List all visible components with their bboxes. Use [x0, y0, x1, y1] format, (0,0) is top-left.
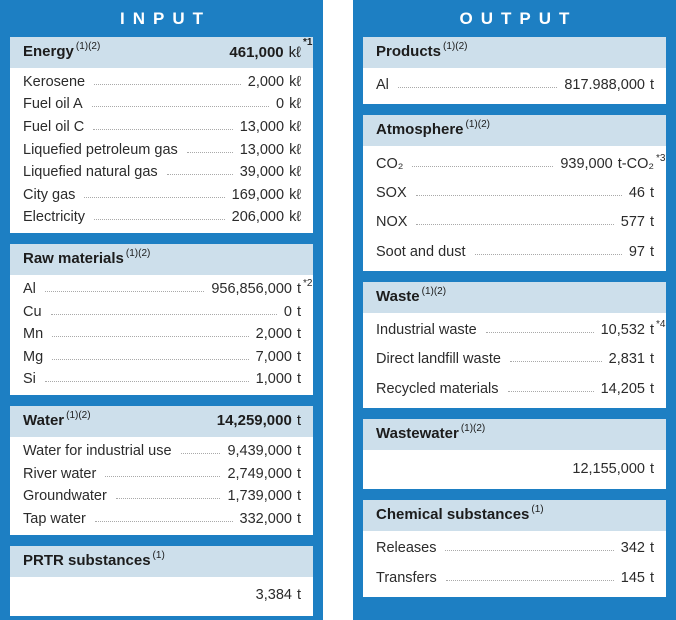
leader-line — [181, 453, 221, 454]
footnote-marker: (1)(2) — [460, 423, 486, 434]
leader-line — [52, 336, 249, 337]
row-label: Industrial waste — [376, 322, 477, 339]
unit-label: t — [296, 412, 301, 430]
leader-line — [51, 314, 277, 315]
row-value: 9,439,000 — [227, 442, 292, 459]
unit-label: kℓ — [289, 118, 301, 135]
row-value: 1,739,000 — [227, 488, 292, 505]
unit-label: t — [296, 465, 301, 482]
leader-line — [94, 219, 225, 220]
row-label: Liquefied petroleum gas — [23, 141, 178, 158]
leader-line — [93, 129, 232, 130]
row-label: Cu — [23, 303, 42, 320]
leader-line — [486, 332, 594, 333]
unit-label: t — [649, 380, 654, 397]
unit-label: kℓ — [289, 209, 301, 226]
row-label: Direct landfill waste — [376, 351, 501, 368]
panel-input — [0, 0, 323, 620]
leader-line — [94, 84, 241, 85]
row-label: Releases — [376, 540, 437, 557]
row-value: 10,532 — [600, 322, 645, 339]
row-label: City gas — [23, 186, 76, 203]
leader-line — [412, 166, 553, 167]
row-water-1 — [23, 463, 301, 486]
leader-line — [416, 224, 613, 225]
row-label: Transfers — [376, 569, 437, 586]
row-energy-2 — [23, 116, 301, 139]
row-energy-3 — [23, 139, 301, 162]
row-label: Electricity — [23, 209, 86, 226]
row-raw-materials-0: Al 956,856,000 t $^{*2}$ — [23, 277, 313, 297]
row-label: Tap water — [23, 510, 86, 527]
section-wastewater-body — [363, 450, 666, 489]
row-label: SOX — [376, 184, 407, 201]
leader-line — [398, 87, 557, 88]
row-waste-2 — [376, 375, 654, 404]
row-energy-6 — [23, 207, 301, 230]
row-label: NOX — [376, 214, 408, 231]
row-energy-5 — [23, 184, 301, 207]
row-value: 0 — [283, 303, 292, 320]
section-wastewater-title: Wastewater — [376, 425, 459, 442]
row-raw-materials-4 — [23, 369, 301, 392]
row-value: 39,000 — [239, 164, 285, 181]
section-chemical-substances-header — [363, 500, 666, 531]
section-products-header — [363, 37, 666, 68]
row-label: CO₂ — [376, 155, 404, 172]
row-label: Liquefied natural gas — [23, 164, 158, 181]
section-raw-materials — [10, 244, 313, 395]
leader-line — [105, 476, 220, 477]
unit-label: kℓ — [289, 96, 301, 113]
row-value: 1,000 — [255, 371, 292, 388]
row-value: 0 — [275, 96, 285, 113]
unit-label: t — [296, 442, 301, 459]
section-chemical-substances-title: Chemical substances — [376, 506, 530, 523]
row-chemical-substances-1 — [376, 563, 654, 592]
row-label: Recycled materials — [376, 380, 499, 397]
section-waste — [363, 282, 666, 408]
unit-label: kℓ — [289, 164, 301, 181]
row-label: Soot and dust — [376, 243, 466, 260]
section-water — [10, 406, 313, 534]
section-water-header — [10, 406, 313, 437]
leader-line — [84, 197, 224, 198]
row-label: Fuel oil C — [23, 118, 85, 135]
leader-line — [187, 152, 233, 153]
unit-label: t — [649, 540, 654, 557]
row-value: 13,000 — [239, 118, 285, 135]
row-value: 577 — [620, 214, 645, 231]
unit-label: t — [296, 587, 301, 603]
row-label: Al — [23, 280, 36, 297]
leader-line — [95, 521, 233, 522]
footnote-marker: (1) — [152, 549, 165, 561]
row-value: 97 — [628, 243, 645, 260]
row-waste-0: Industrial waste 10,532 t $^{*4}$ — [376, 319, 666, 339]
unit-label: t — [649, 77, 654, 94]
row-water-0 — [23, 440, 301, 463]
section-energy — [10, 37, 313, 233]
row-label: Groundwater — [23, 488, 107, 505]
input-section-list — [10, 37, 313, 613]
section-prtr-substances-header — [10, 546, 313, 577]
leader-line — [445, 550, 613, 551]
unit-label: t — [296, 510, 301, 527]
row-value: 13,000 — [239, 141, 285, 158]
unit-label: t — [649, 243, 654, 260]
panel-output — [353, 0, 676, 620]
row-value: 939,000 — [560, 155, 613, 172]
row-value: 145 — [620, 569, 645, 586]
footnote-marker: (1)(2) — [75, 41, 101, 52]
unit-label: t — [296, 348, 301, 365]
section-waste-header — [363, 282, 666, 313]
row-atmosphere-3 — [376, 238, 654, 267]
unit-label: t — [649, 322, 654, 339]
row-atmosphere-2 — [376, 208, 654, 237]
section-waste-body — [363, 313, 666, 408]
section-waste-title: Waste — [376, 287, 420, 305]
row-raw-materials-2 — [23, 323, 301, 346]
row-products-0 — [376, 71, 654, 100]
unit-label: kℓ — [289, 141, 301, 158]
row-prtr-substances-0 — [23, 580, 301, 612]
row-wastewater-0 — [376, 453, 654, 485]
row-raw-materials-3 — [23, 346, 301, 369]
row-value: 2,749,000 — [227, 465, 292, 482]
section-atmosphere-header — [363, 115, 666, 146]
section-prtr-substances-title: PRTR substances — [23, 551, 151, 569]
leader-line — [45, 381, 249, 382]
row-value: 2,831 — [608, 351, 645, 368]
row-atmosphere-1 — [376, 179, 654, 208]
leader-line — [446, 580, 614, 581]
unit-label: t — [296, 303, 301, 320]
footnote-marker: (1)(2) — [443, 41, 468, 52]
row-raw-materials-1 — [23, 301, 301, 324]
row-value: 2,000 — [247, 73, 285, 90]
row-value: 206,000 — [231, 209, 285, 226]
row-value: 14,205 — [600, 380, 645, 397]
section-wastewater — [363, 419, 666, 489]
section-energy-header — [10, 37, 313, 68]
unit-label: t — [649, 184, 654, 201]
row-value: 332,000 — [239, 510, 292, 527]
leader-line — [45, 291, 204, 292]
row-value: 956,856,000 — [211, 280, 292, 297]
section-atmosphere-title: Atmosphere — [376, 121, 464, 139]
row-waste-1 — [376, 345, 654, 374]
row-value: 12,155,000 — [572, 460, 645, 477]
unit-label: t — [296, 280, 301, 297]
footnote-marker: (1)(2) — [465, 119, 490, 131]
row-label: Kerosene — [23, 73, 86, 90]
footnote-marker: (1) — [531, 504, 544, 515]
section-raw-materials-body — [10, 275, 313, 395]
row-label: Mn — [23, 326, 44, 343]
row-atmosphere-0: CO₂ 939,000 t-CO₂ $^{*3}$ — [376, 152, 666, 172]
output-column-title: OUTPUT — [459, 8, 578, 28]
unit-label: t — [296, 326, 301, 343]
row-value: 342 — [620, 540, 645, 557]
section-products-body — [363, 68, 666, 104]
section-water-total-value: 14,259,000 t — [216, 412, 301, 430]
row-value: 46 — [628, 184, 645, 201]
leader-line — [116, 498, 221, 499]
footnote-marker: (1)(2) — [421, 285, 447, 297]
row-energy-0 — [23, 71, 301, 94]
section-prtr-substances — [10, 546, 313, 616]
leader-line — [92, 106, 269, 107]
section-energy-body — [10, 68, 313, 233]
leader-line — [508, 391, 594, 392]
leader-line — [475, 254, 622, 255]
unit-label: t — [649, 569, 654, 586]
input-column-title: INPUT — [120, 8, 211, 28]
section-products-title: Products — [376, 43, 442, 60]
section-chemical-substances — [363, 500, 666, 597]
unit-label: t — [296, 488, 301, 505]
footnote-marker: (1)(2) — [125, 248, 151, 260]
unit-label: t — [296, 371, 301, 388]
section-raw-materials-header — [10, 244, 313, 275]
row-label: Al — [376, 77, 389, 94]
section-water-title: Water — [23, 412, 65, 430]
section-wastewater-header — [363, 419, 666, 450]
row-label: River water — [23, 465, 97, 482]
section-energy-title: Energy — [23, 43, 74, 60]
section-chemical-substances-body — [363, 531, 666, 597]
row-label: Mg — [23, 348, 44, 365]
unit-label: kℓ — [289, 73, 301, 90]
unit-label: t — [649, 214, 654, 231]
unit-label: t — [649, 351, 654, 368]
row-value: 2,000 — [255, 326, 292, 343]
section-prtr-substances-body — [10, 577, 313, 616]
row-chemical-substances-0 — [376, 534, 654, 563]
leader-line — [416, 195, 622, 196]
section-products — [363, 37, 666, 104]
unit-label: kℓ — [289, 186, 301, 203]
section-energy-total-value: 461,000 kℓ$^{*1}$ — [229, 36, 313, 61]
row-label: Water for industrial use — [23, 442, 172, 459]
section-water-body — [10, 437, 313, 534]
unit-label: t — [649, 460, 654, 477]
unit-label: t-CO₂ — [617, 155, 654, 172]
leader-line — [52, 359, 249, 360]
section-atmosphere — [363, 115, 666, 271]
section-atmosphere-body — [363, 146, 666, 271]
row-energy-4 — [23, 161, 301, 184]
leader-line — [167, 174, 233, 175]
row-value: 3,384 — [255, 587, 292, 603]
section-raw-materials-title: Raw materials — [23, 250, 124, 268]
unit-label: kℓ — [288, 43, 301, 61]
row-water-3 — [23, 508, 301, 531]
footnote-marker: (1)(2) — [66, 410, 91, 422]
output-section-list — [363, 37, 666, 613]
row-label: Fuel oil A — [23, 96, 83, 113]
row-value: 7,000 — [255, 348, 292, 365]
row-energy-1 — [23, 94, 301, 117]
row-water-2 — [23, 485, 301, 508]
row-value: 817.988,000 — [564, 77, 645, 94]
leader-line — [510, 361, 602, 362]
row-value: 169,000 — [231, 186, 285, 203]
row-label: Si — [23, 371, 36, 388]
